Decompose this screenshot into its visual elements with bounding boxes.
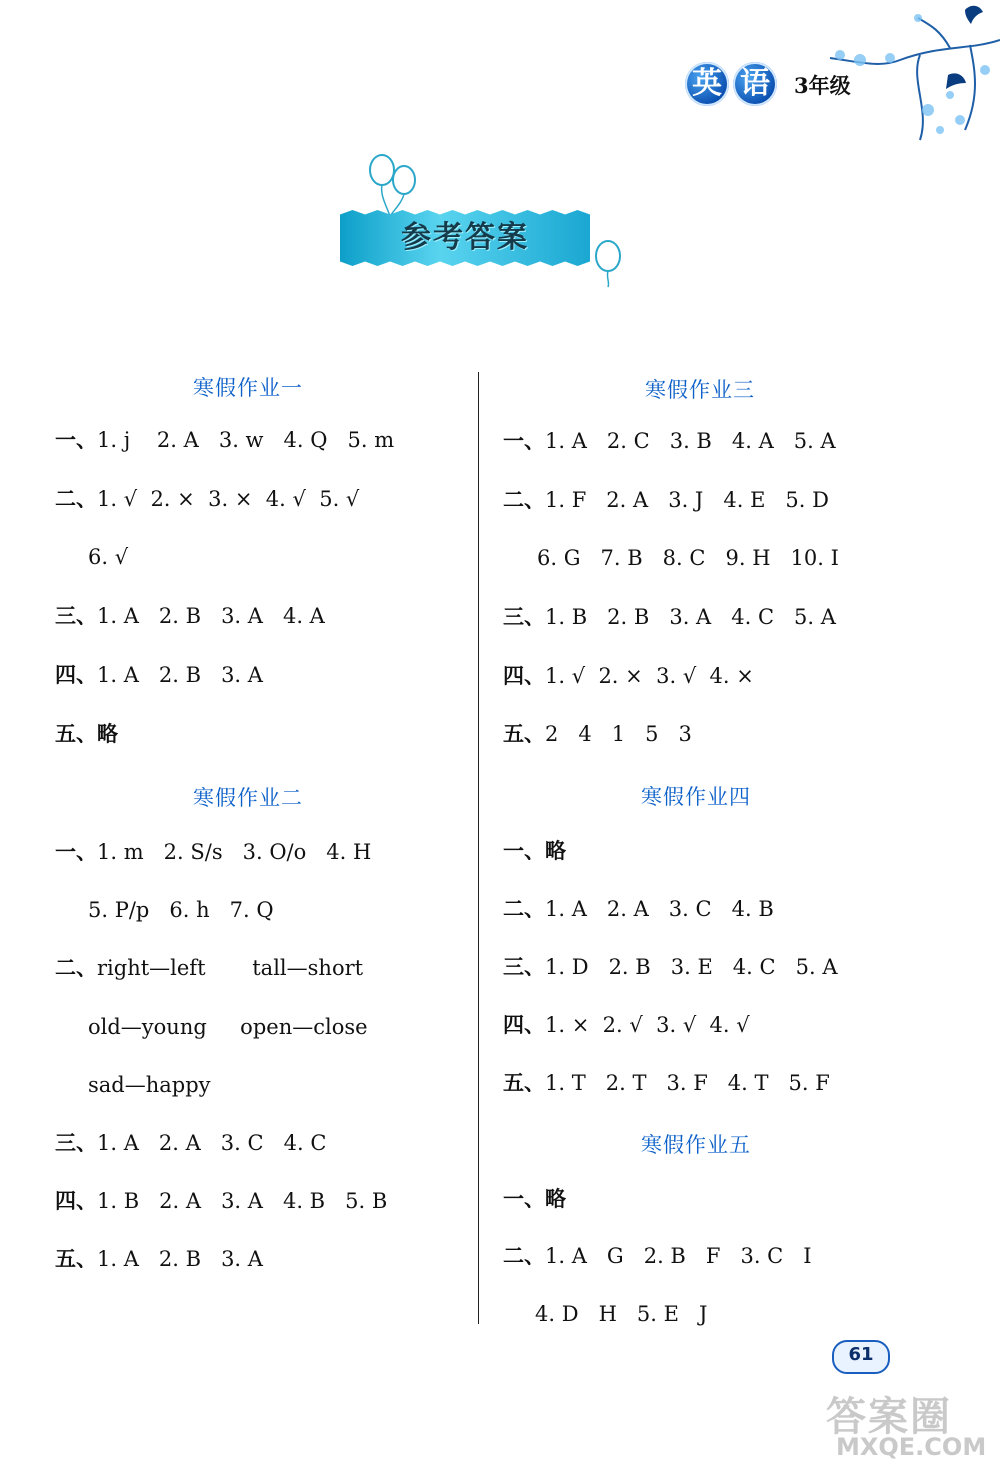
section-title-homework-1: 寒假作业一 (193, 376, 303, 400)
answer-line: 四、1. √ 2. × 3. √ 4. × (503, 664, 754, 688)
watermark-url: MXQE.COM (836, 1433, 987, 1461)
answer-line: 二、right—left tall—short (55, 956, 364, 980)
answer-line: 五、1. T 2. T 3. F 4. T 5. F (503, 1071, 830, 1095)
answer-line: old—young open—close (88, 1015, 368, 1039)
answer-line: 一、略 (503, 1187, 566, 1211)
answer-line: 一、1. j 2. A 3. w 4. Q 5. m (55, 428, 395, 452)
answer-line: 二、1. F 2. A 3. J 4. E 5. D (503, 488, 829, 512)
grade-label: 3年级 (794, 73, 851, 98)
section-title-homework-3: 寒假作业三 (645, 378, 755, 402)
answer-line: 五、2 4 1 5 3 (503, 722, 692, 746)
answer-line: 四、1. × 2. √ 3. √ 4. √ (503, 1013, 750, 1037)
answer-line: 四、1. A 2. B 3. A (55, 663, 263, 687)
answer-line: 4. D H 5. E J (535, 1302, 708, 1326)
answer-line: 二、1. A 2. A 3. C 4. B (503, 897, 774, 921)
page-title: 参考答案 (401, 220, 529, 255)
answer-line: 二、1. √ 2. × 3. × 4. √ 5. √ (55, 487, 360, 511)
section-title-homework-2: 寒假作业二 (193, 786, 303, 810)
answer-line: 五、1. A 2. B 3. A (55, 1247, 263, 1271)
answer-line: sad—happy (88, 1073, 211, 1097)
balloon-icon-left (360, 150, 430, 220)
answer-line: 五、略 (55, 722, 118, 746)
answer-line: 6. √ (88, 545, 129, 569)
answer-line: 三、1. D 2. B 3. E 4. C 5. A (503, 955, 838, 979)
branch-bird-decoration (800, 0, 1000, 150)
section-title-homework-5: 寒假作业五 (641, 1133, 751, 1157)
answer-line: 三、1. B 2. B 3. A 4. C 5. A (503, 605, 836, 629)
answer-line: 6. G 7. B 8. C 9. H 10. I (537, 546, 839, 570)
section-title-homework-4: 寒假作业四 (641, 785, 751, 809)
answer-line: 5. P/p 6. h 7. Q (88, 898, 274, 922)
column-divider (478, 372, 479, 1324)
subject-badge-ying: 英 (685, 62, 729, 106)
answer-line: 一、1. m 2. S/s 3. O/o 4. H (55, 840, 372, 864)
page-number: 61 (848, 1344, 874, 1365)
subject-badge-yu: 语 (733, 62, 777, 106)
page-number-badge (826, 1332, 892, 1374)
answer-line: 二、1. A G 2. B F 3. C I (503, 1244, 812, 1268)
answer-line: 三、1. A 2. A 3. C 4. C (55, 1131, 327, 1155)
answer-line: 一、1. A 2. C 3. B 4. A 5. A (503, 429, 836, 453)
balloon-icon-right (588, 238, 628, 288)
watermark (822, 1385, 1000, 1474)
watermark-logo: 答案圈 (826, 1394, 952, 1440)
answer-line: 四、1. B 2. A 3. A 4. B 5. B (55, 1189, 388, 1213)
answer-line: 三、1. A 2. B 3. A 4. A (55, 604, 325, 628)
answer-line: 一、略 (503, 839, 566, 863)
